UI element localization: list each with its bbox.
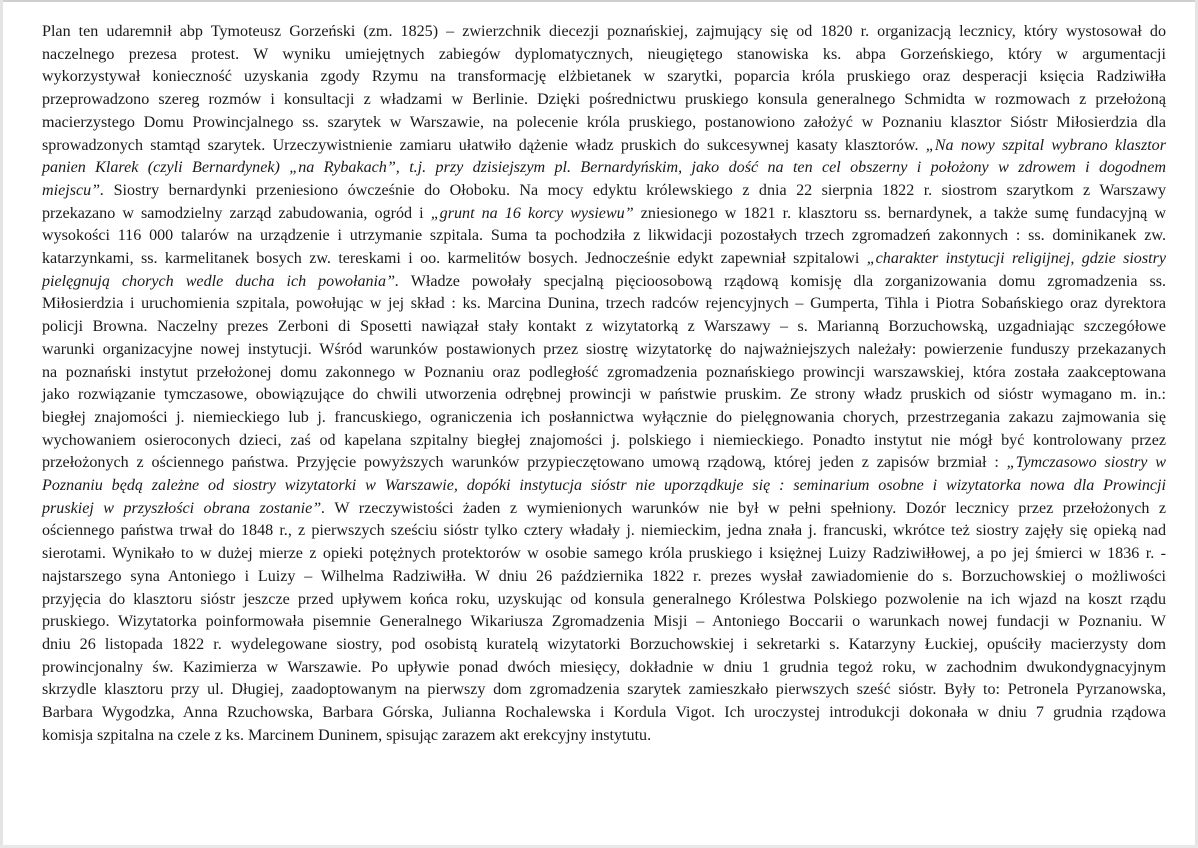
text-line [42, 135, 1166, 158]
body-text: Barbara Wygodzka, Anna Rzuchowska, Barbara Górska, Julianna Rochalewska i Kordula Vigot. Ich uroczystej introdukcji dokonała w dniu 7 grudnia rządowa [42, 704, 1166, 722]
text-line [42, 248, 1166, 271]
italic-quote-text: Poznaniu będą zależne od siostry wizytatorki w Warszawie, dopóki instytucja sióstr nie uporządkuje się : seminarium osobne i wizytatorka nowa dla Prowincji [42, 477, 1166, 495]
italic-quote-text: panien Klarek (czyli Bernardynek) „na Rybakach”, t.j. przy dzisiejszym pl. Bernardyńskim, jako dość na ten cel obszerny i położony w zdrowem i dogodnem [42, 159, 1166, 177]
body-text: zniesionego w 1821 r. klasztoru ss. bernardynek, a także sumę fundacyjną w [633, 204, 1166, 222]
text-line [42, 657, 1166, 680]
body-text: Plan ten udaremnił abp Tymoteusz Gorzeński (zm. 1825) – zwierzchnik diecezji poznańskiej, zajmujący się od 1820 r. organizacją lecznicy, który wystosował do [42, 23, 1166, 40]
text-line [42, 589, 1166, 612]
text-line [42, 475, 1166, 498]
body-text: jako rozwiązanie tymczasowe, obowiązujące do chwili utworzenia odrębnej prowincji w państwie pruskim. Ze strony władz pruskich od sióstr wymagano m. in.: [42, 386, 1166, 404]
text-line [42, 112, 1166, 135]
body-text: W rzeczywistości żaden z wymienionych warunków nie był w pełni spełniony. Dozór lecznicy przez przełożonych z [325, 499, 1166, 517]
body-text: katarzynkami, ss. karmelitanek bosych zw. tereskami i oo. karmelitów bosych. Jednocześnie edykt zapewniał szpitalowi [42, 250, 867, 268]
italic-quote-text: miejscu”. [42, 181, 105, 199]
text-line [42, 679, 1166, 702]
body-text: policji Browna. Naczelny prezes Zerboni di Sposetti nawiązał stały kontakt z wizytatorką z Warszawy – s. Marianną Borzuchowską, uzgadniając szczegółowe [42, 318, 1166, 336]
body-text: Władze powołały specjalną pięcioosobową rządową komisję dla zorganizowania domu zgromadzenia ss. [399, 272, 1166, 290]
text-line [42, 452, 1166, 475]
italic-quote-text: „charakter instytucji religijnej, gdzie siostry [866, 250, 1166, 268]
body-text: przekazano w samodzielny zarząd zabudowania, ogród i [42, 204, 431, 222]
text-line [42, 180, 1166, 203]
text-line [42, 520, 1166, 543]
body-text: przyjęcia do klasztoru sióstr jeszcze przed upływem końca roku, uzyskując od konsula generalnego Królestwa Polskiego pozwolenie na ich wjazd na koszt rządu [42, 590, 1166, 608]
text-line [42, 566, 1166, 589]
text-line [42, 498, 1166, 521]
scan-edge-left [0, 0, 3, 848]
italic-quote-text: pielęgnują chorych wedle ducha ich powołania”. [42, 272, 400, 290]
italic-quote-text: pruskiej w przyszłości obrana zostanie”. [42, 499, 326, 517]
text-line [42, 293, 1166, 316]
body-text: warunki organizacyjne nowej instytucji. Wśród warunków postawionych przez siostrę wizytatorkę do najważniejszych należały: powierzenie funduszy przekazanych [42, 340, 1166, 358]
scan-edge-top [0, 0, 1198, 2]
body-text: biegłej znajomości j. niemieckiego lub j. francuskiego, ograniczenia ich posłannictwa wyłącznie do pielęgnowania chorych, przestrzegania zakazu zajmowania się [42, 408, 1166, 426]
text-line [42, 225, 1166, 248]
body-text: Siostry bernardynki przeniesiono ówcześnie do Ołoboku. Na mocy edyktu królewskiego z dnia 22 sierpnia 1822 r. siostrom szarytkom z Warszawy [104, 181, 1166, 199]
italic-quote-text: „grunt na 16 korcy wysiewu” [430, 204, 634, 222]
text-line [42, 203, 1166, 226]
text-line [42, 44, 1166, 67]
body-text: pruskiego. Wizytatorka poinformowała pisemnie Generalnego Wikariusza Zgromadzenia Misji – Antoniego Boccarii o warunkach nowej fundacji w Poznaniu. W [42, 613, 1166, 631]
text-line [42, 702, 1166, 725]
text-line [42, 407, 1166, 430]
text-line [42, 66, 1166, 89]
text-line [42, 21, 1166, 44]
text-line [42, 271, 1166, 294]
body-text: Miłosierdzia i uruchomienia szpitala, powołując w jej skład : ks. Marcina Dunina, trzech radców rejencyjnych – Gumperta, Tihla i Piotra Sobańskiego oraz dyrektora [42, 295, 1166, 313]
body-text: macierzystego Domu Prowincjalnego ss. szarytek w Warszawie, na polecenie króla pruskiego, postanowiono założyć w Poznaniu klasztor Sióstr Miłosierdzia dla [42, 113, 1166, 131]
body-text: wychowaniem osieroconych dzieci, zaś od kapelana szpitalny biegłej znajomości j. polskiego i niemieckiego. Ponadto instytut nie mógł być kontrolowany przez [42, 431, 1166, 449]
body-text: wysokości 116 000 talarów na urządzenie i utrzymanie szpitala. Suma ta pochodziła z likwidacji pozostałych trzech zgromadzeń zakonnych : ss. dominikanek zw. [42, 227, 1166, 245]
text-line [42, 725, 1166, 748]
text-line [42, 543, 1166, 566]
text-line [42, 430, 1166, 453]
text-line [42, 362, 1166, 385]
text-line [42, 89, 1166, 112]
body-text: ościennego państwa trwał do 1848 r., z pierwszych sześciu sióstr tylko cztery władały j. niemieckim, jedna znała j. francuski, wkrótce też siostry zajęły się opieką nad [42, 522, 1166, 540]
body-text: naczelnego prezesa protest. W wyniku umiejętnych zabiegów dyplomatycznych, nieugiętego stanowiska ks. abpa Gorzeńskiego, który w argumentacji [42, 45, 1166, 63]
body-text: najstarszego syna Antoniego i Luizy – Wilhelma Radziwiłła. W dniu 26 października 1822 r. prezes wysłał zawiadomienie do s. Borzuchowskiej o możliwości [42, 567, 1166, 585]
text-line [42, 339, 1166, 362]
body-text: dniu 26 listopada 1822 r. wydelegowane siostry, pod osobistą kuratelą wizytatorki Borzuchowskiej i sekretarki s. Katarzyny Łuckiej, opuściły macierzysty dom [42, 635, 1166, 653]
body-text: na poznański instytut przełożonej domu zakonnego w Poznaniu oraz podległość zgromadzenia poznańskiego prowincji warszawskiej, która została zaakceptowana [42, 363, 1166, 381]
text-line [42, 316, 1166, 339]
text-line [42, 634, 1166, 657]
body-text: wykorzystywał konieczność uzyskania zgody Rzymu na transformację elżbietanek w szarytki, poparcia króla pruskiego oraz desperacji księcia Radziwiłła [42, 68, 1166, 86]
body-text: sierotami. Wynikało to w dużej mierze z opieki potężnych protektorów w osobie samego króla pruskiego i księżnej Luizy Radziwiłłowej, a po jej śmierci w 1836 r. - [42, 545, 1166, 563]
body-text: prowincjonalny św. Kazimierza w Warszawie. Po upływie ponad dwóch miesięcy, dokładnie w dniu 1 grudnia tegoż roku, w zachodnim dwukondygnacyjnym [42, 658, 1166, 676]
text-line [42, 157, 1166, 180]
document-body-text [42, 21, 1166, 748]
text-line [42, 611, 1166, 634]
body-text: sprowadzonych stamtąd szarytek. Urzeczywistnienie zamiaru ułatwiło dążenie władz pruskich do sukcesywnej kasaty klasztorów. [42, 136, 926, 154]
body-text: komisja szpitalna na czele z ks. Marcinem Duninem, spisując zarazem akt erekcyjny instytutu. [42, 726, 652, 744]
italic-quote-text: „Tymczasowo siostry w [1006, 454, 1166, 472]
body-text: przeprowadzono szereg rozmów i konsultacji z władzami w Berlinie. Dzięki pośrednictwu pruskiego konsula generalnego Schmidta w rozmowach z przełożoną [42, 91, 1166, 109]
body-text: skrzydle klasztoru przy ul. Długiej, zaadoptowanym na pierwszy dom zgromadzenia szarytek zamieszkało pierwszych sześć sióstr. Były to: Petronela Pyrzanowska, [42, 681, 1166, 699]
text-line [42, 384, 1166, 407]
italic-quote-text: „Na nowy szpital wybrano klasztor [925, 136, 1166, 154]
body-text: przełożonych z ościennego państwa. Przyjęcie powyższych warunków przypieczętowano umową rządową, której jeden z zapisów brzmiał : [42, 454, 1007, 472]
